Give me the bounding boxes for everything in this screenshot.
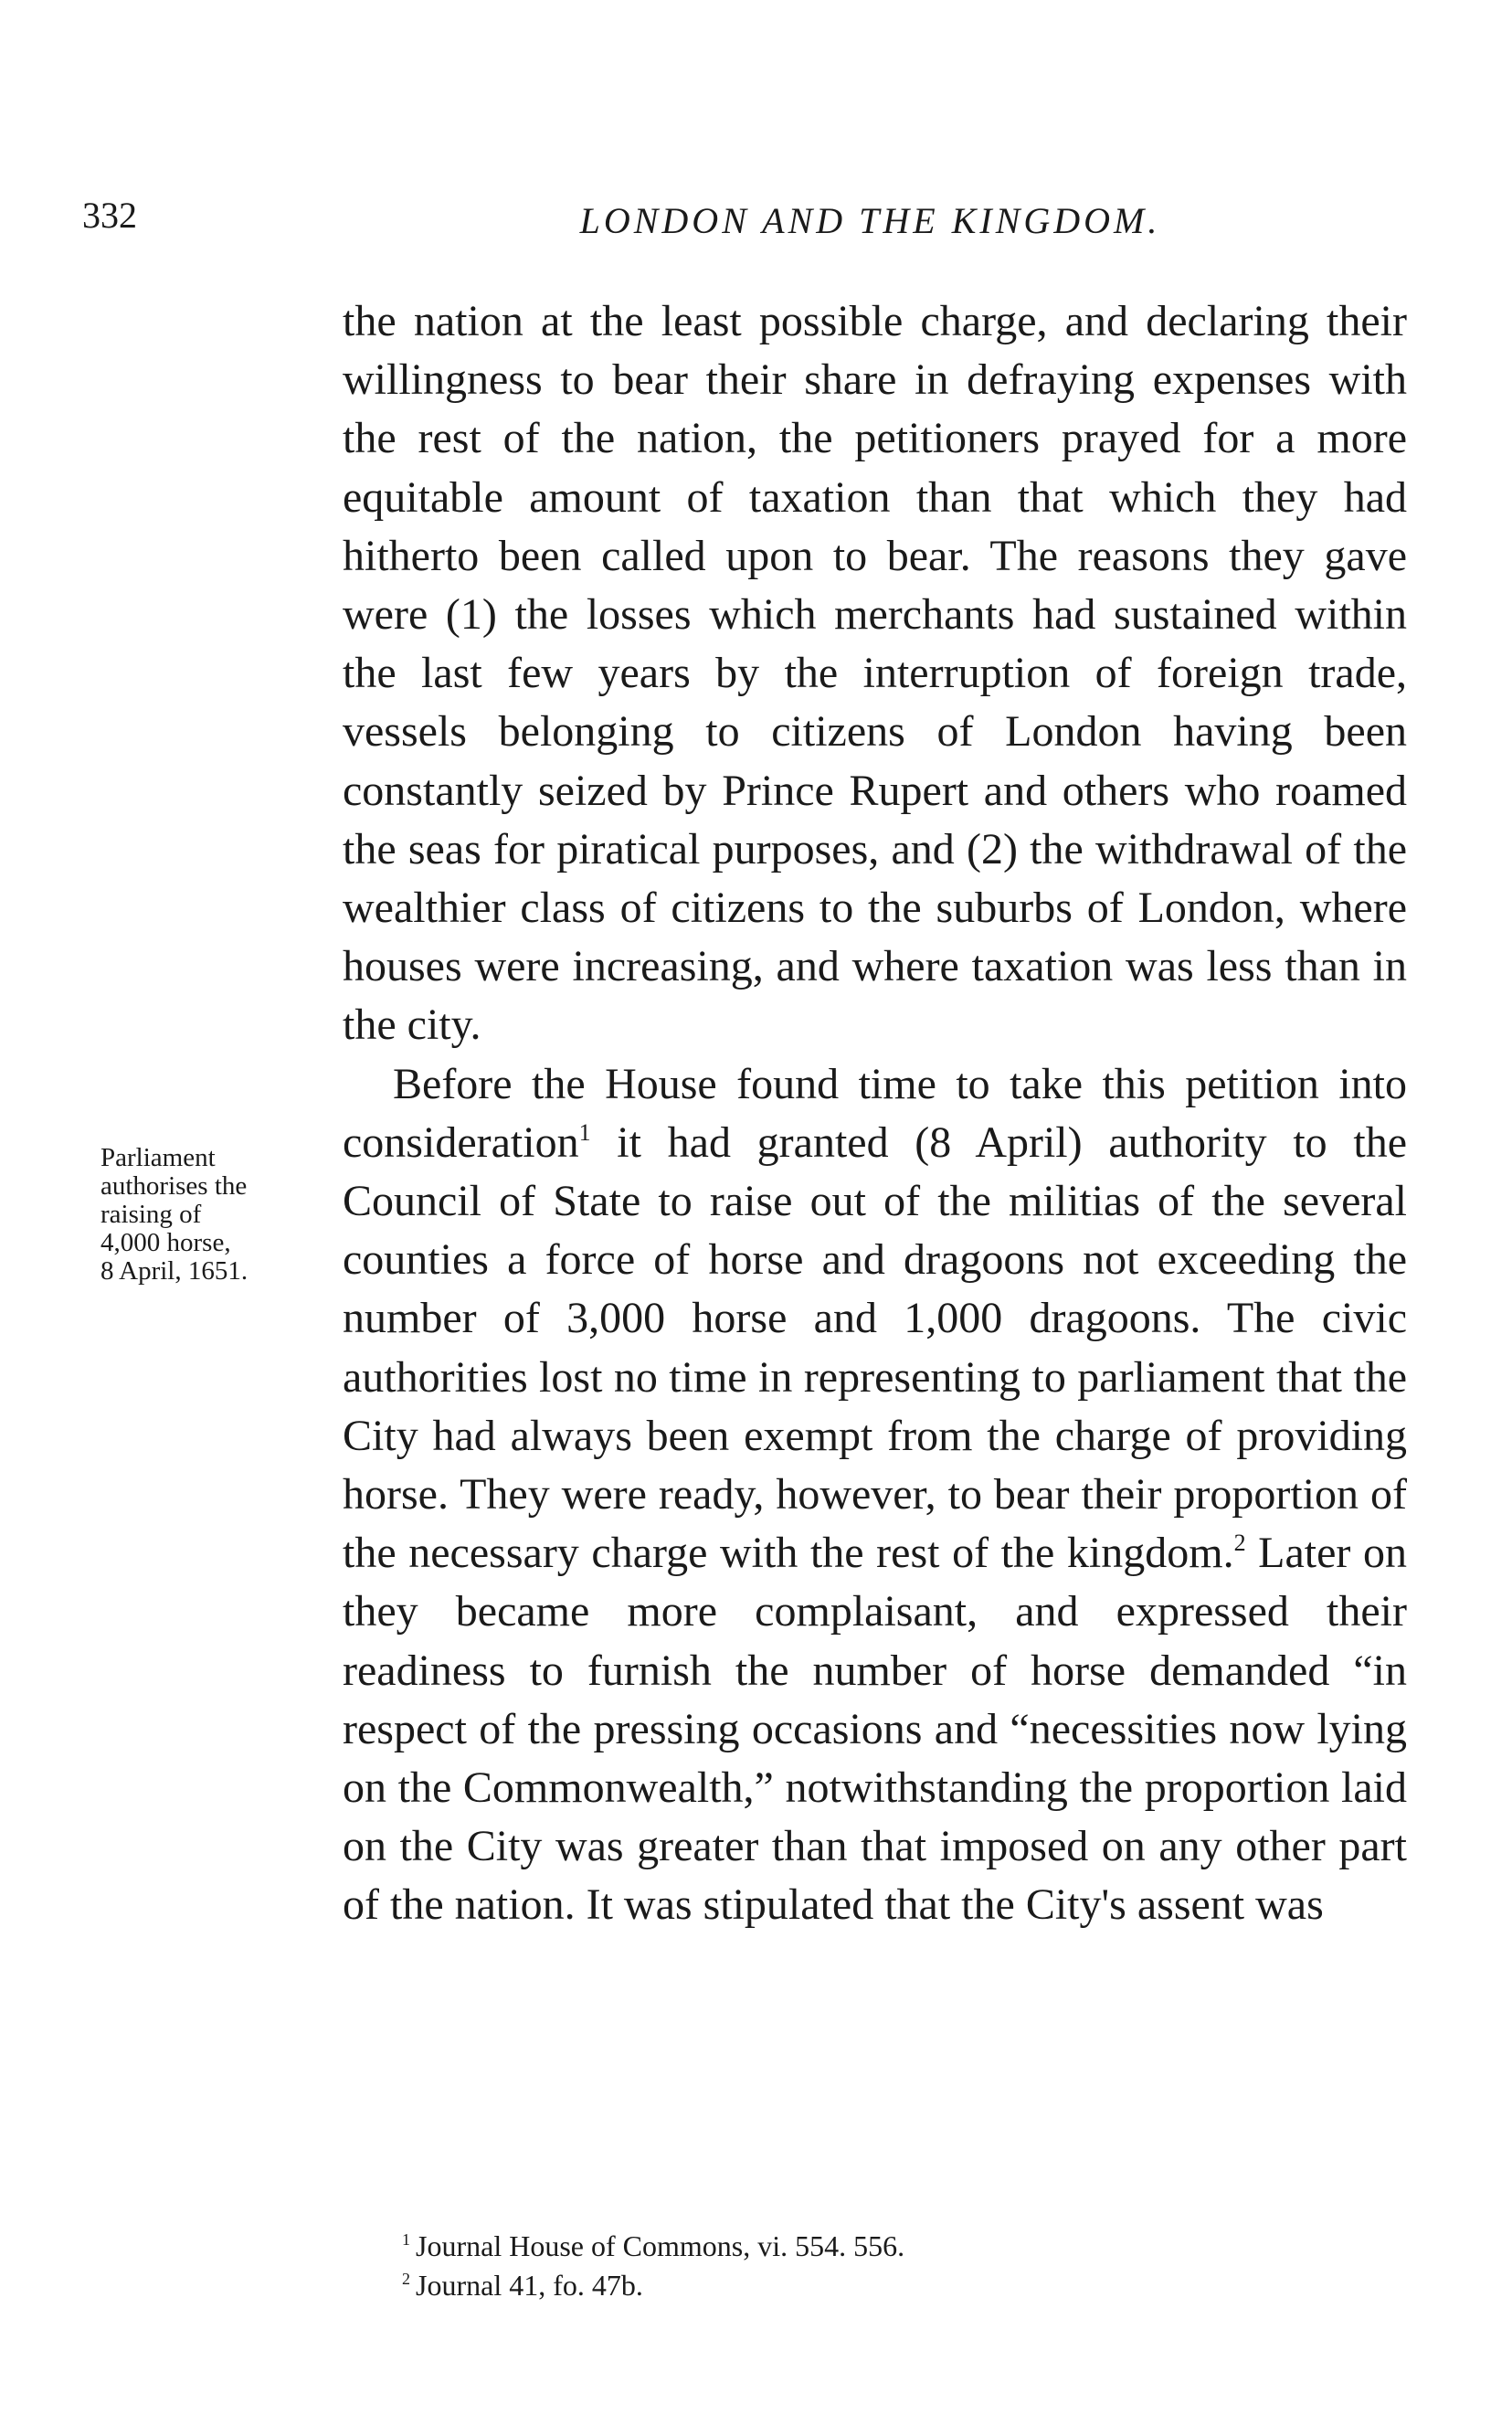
paragraph-before-the-house xyxy=(343,1055,1407,1935)
margin-note-line: 8 April, 1651. xyxy=(100,1256,248,1286)
footnote-reference-1: 1 xyxy=(578,1118,591,1146)
page-number: 332 xyxy=(82,195,137,236)
running-head: LONDON AND THE KINGDOM. xyxy=(579,200,1161,241)
footnote-reference-2: 2 xyxy=(1233,1530,1246,1557)
paragraph-text-c: Later on they became more complaisant, and expressed their readiness to furnish the number of horse demanded “in respect of the pressing occasions and “necessities now lying on the Commonwealth,” notwithstanding the proportion laid on the City was greater than that imposed on any other part of the nation. It was stipulated that the City's assent was xyxy=(343,1529,1407,1930)
paragraph-text-b: it had granted (8 April) authority to the Council of State to raise out of the militias of the several counties a force of horse and dragoons not exceeding the number of 3,000 horse and 1,000 dragoons. The civic authorities lost no time in representing to parliament that the City had always been exempt from the charge of providing horse. They were ready, however, to bear their proportion of the necessary charge with the rest of the kingdom. xyxy=(343,1117,1407,1578)
footnote-text: Journal 41, fo. 47b. xyxy=(416,2269,643,2302)
body-text xyxy=(343,292,1407,1935)
footnote-mark: 2 xyxy=(402,2270,410,2288)
footnotes xyxy=(402,2227,1316,2305)
paragraph-continued: the nation at the least possible charge, and declaring their willingness to bear their share in defraying expenses with the rest of the nation, the petitioners prayed for a more equitable amount of taxation than that which they had hitherto been called upon to bear. The reasons they gave were (1) the losses which merchants had sustained within the last few years by the interruption of foreign trade, vessels belonging to citizens of London having been constantly seized by Prince Rupert and others who roamed the seas for piratical purposes, and (2) the withdrawal of the wealthier class of citizens to the suburbs of London, where houses were increasing, and where taxation was less than in the city. xyxy=(343,297,1407,1050)
margin-note-line: raising of xyxy=(100,1200,202,1229)
paragraph-text-a: Before the House found time to take this petition into consideration xyxy=(343,1059,1407,1167)
footnote-mark: 1 xyxy=(402,2230,410,2249)
footnote xyxy=(402,2227,1316,2266)
footnote xyxy=(402,2266,1316,2305)
margin-note-line: authorises the xyxy=(100,1171,248,1201)
margin-note-line: Parliament xyxy=(100,1143,216,1172)
margin-note-line: 4,000 horse, xyxy=(100,1228,231,1257)
margin-note xyxy=(100,1144,320,1286)
footnote-text: Journal House of Commons, vi. 554. 556. xyxy=(416,2229,905,2262)
